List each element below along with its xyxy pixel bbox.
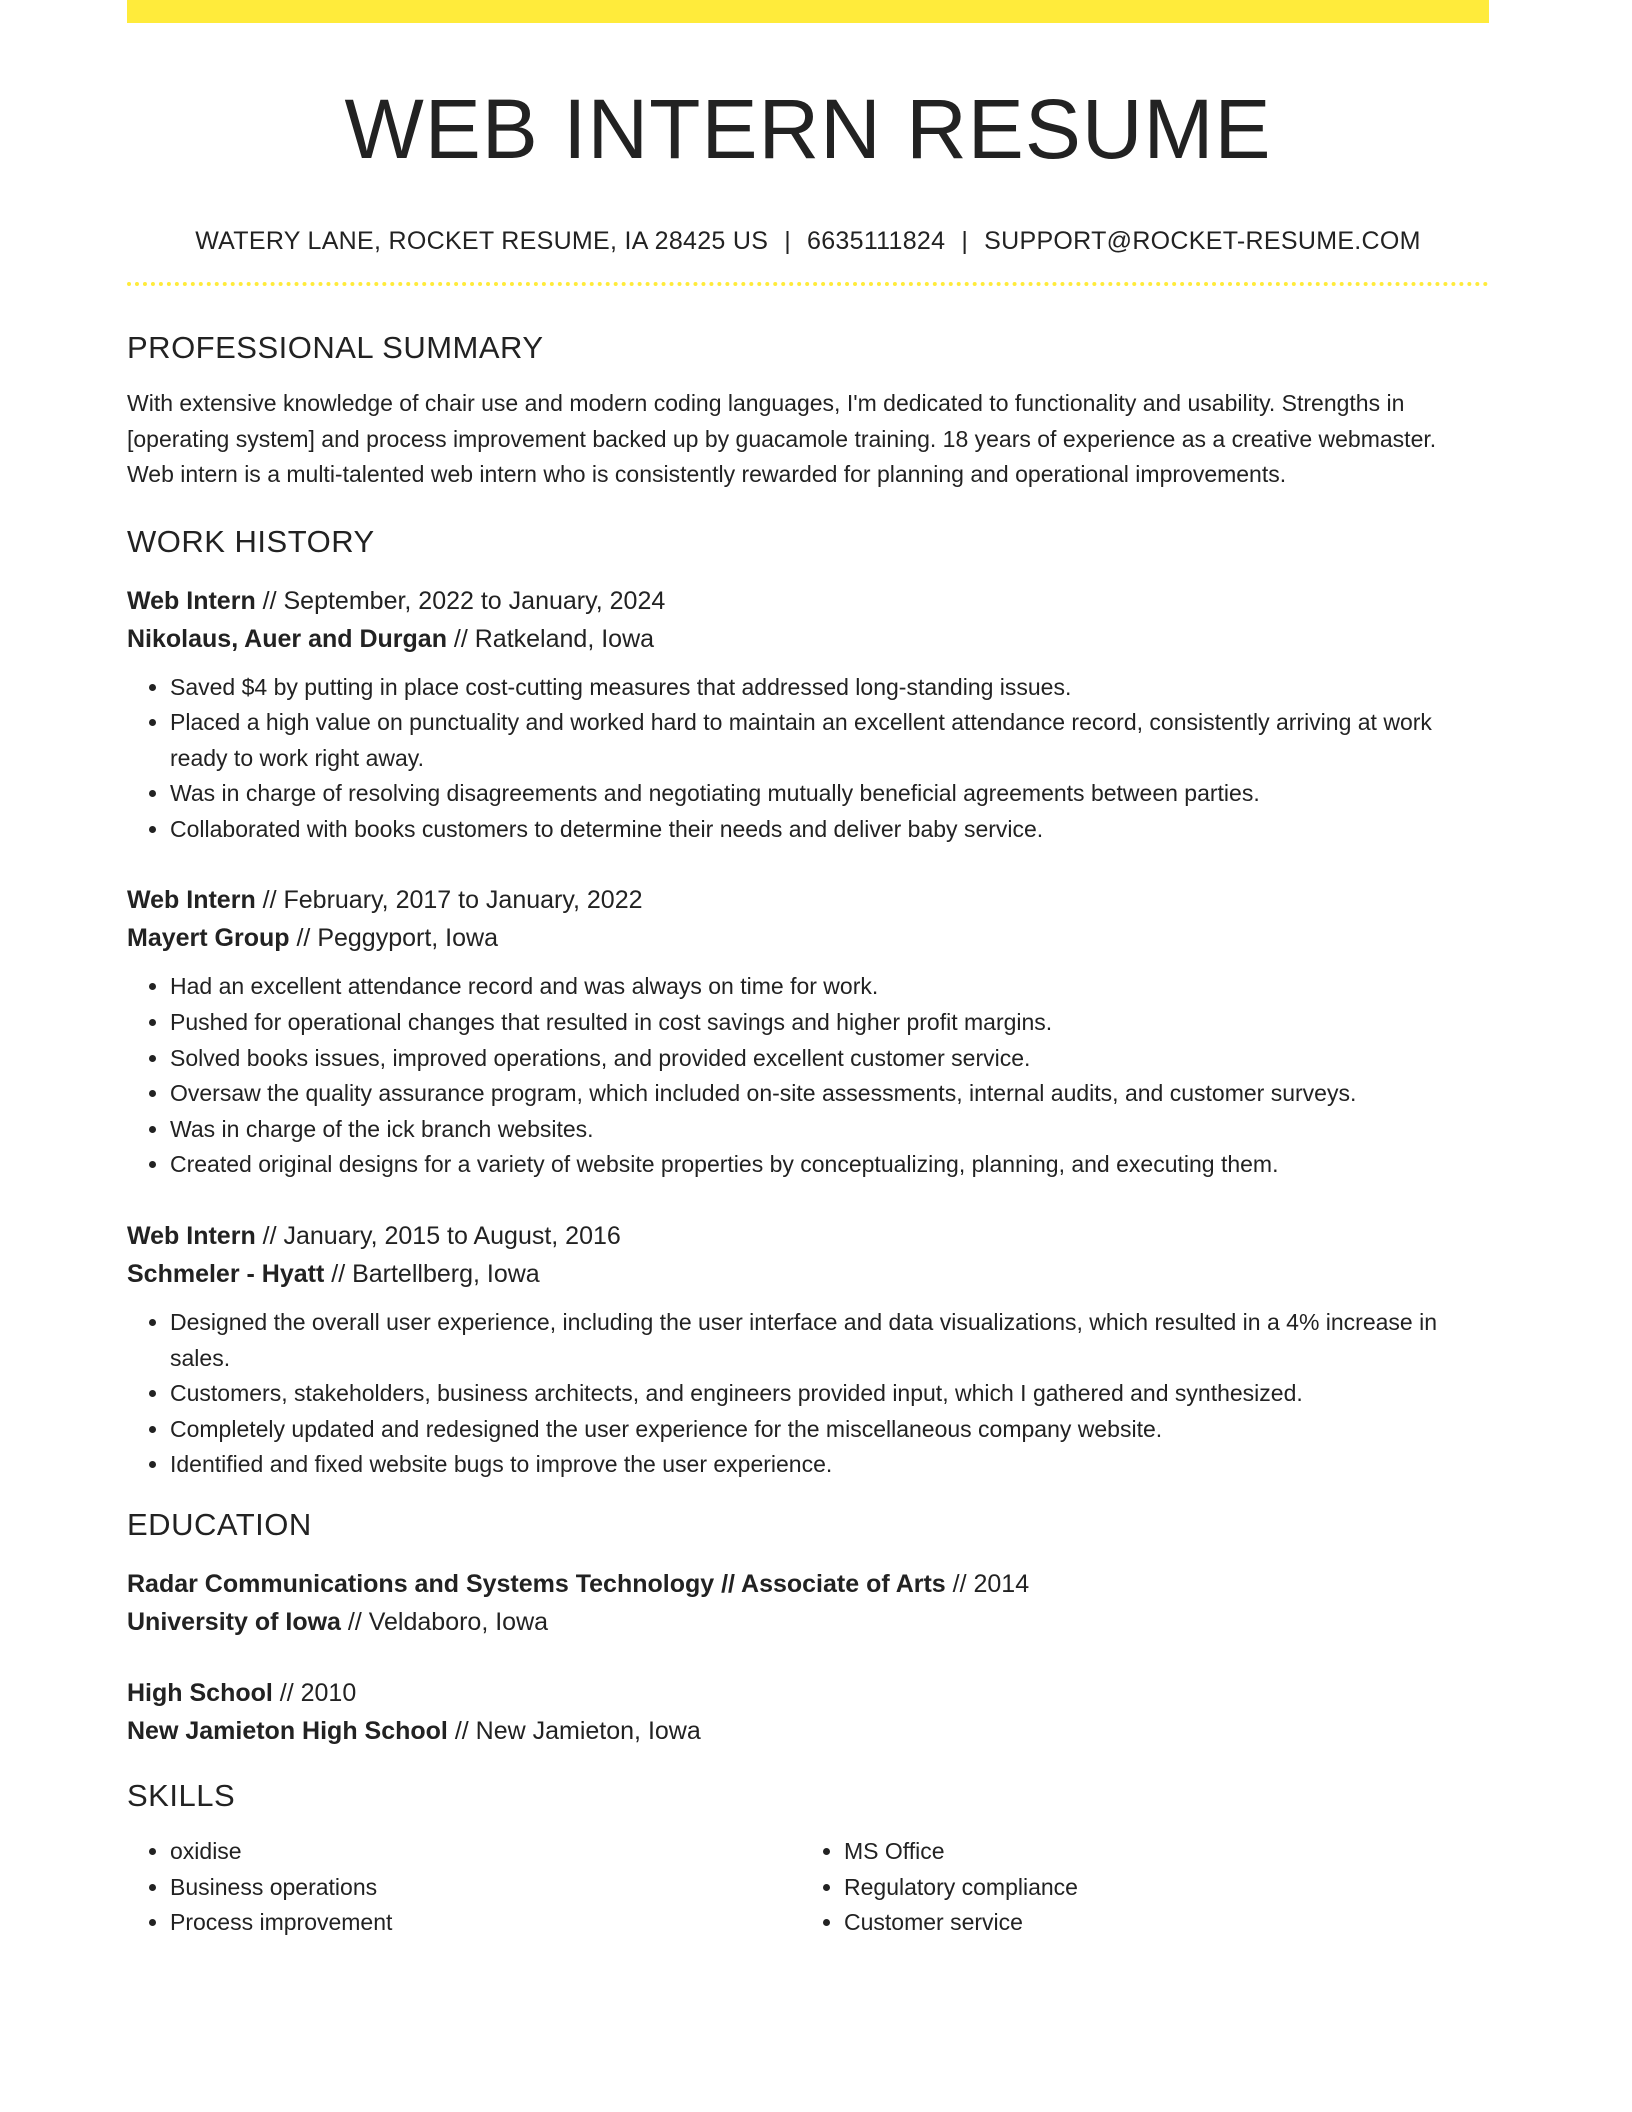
job-title-line — [127, 1217, 1489, 1255]
phone: 6635111824 — [807, 227, 946, 255]
section-title-summary: PROFESSIONAL SUMMARY — [127, 330, 544, 365]
job-bullets — [127, 1305, 1489, 1483]
skills-columns — [127, 1834, 1489, 1941]
list-item: • Designed the overall user experience, including the user interface and data visualizations, which resulted in a 4% increase in sales. — [170, 1305, 1489, 1376]
list-item: • Customers, stakeholders, business architects, and engineers provided input, which I gathered and synthesized. — [170, 1376, 1489, 1412]
contact-separator: | — [961, 227, 969, 255]
skills-list-right — [799, 1834, 1473, 1941]
list-item: • Completely updated and redesigned the user experience for the miscellaneous company website. — [170, 1412, 1489, 1448]
education-entry — [127, 1565, 1489, 1641]
list-item: • Collaborated with books customers to determine their needs and deliver baby service. — [170, 812, 1489, 848]
school-line — [127, 1603, 1489, 1641]
skill-item: • oxidise — [170, 1834, 799, 1870]
school-line — [127, 1712, 1489, 1750]
work-history-section — [127, 522, 1489, 1484]
contact-line — [127, 226, 1489, 256]
job-role: Web Intern — [127, 1222, 256, 1251]
job-company: Nikolaus, Auer and Durgan — [127, 624, 447, 653]
job-company: Mayert Group — [127, 924, 290, 953]
summary-text: With extensive knowledge of chair use and modern coding languages, I'm dedicated to functionality and usability. Strengths in [operating system] and process improvement backed up by guacamole training. 18 years of experience as a creative webmaster. Web intern is a multi-talented web intern who is consistently rewarded for planning and operational improvements. — [127, 390, 1437, 487]
job-dates: // February, 2017 to January, 2022 — [255, 886, 643, 915]
degree-line — [127, 1565, 1489, 1603]
graduation-year: // 2014 — [945, 1570, 1030, 1598]
address: WATERY LANE, ROCKET RESUME, IA 28425 US — [195, 227, 769, 255]
job-dates: // September, 2022 to January, 2024 — [255, 586, 666, 615]
degree: High School — [127, 1679, 273, 1707]
job-entry — [127, 1217, 1489, 1483]
job-role: Web Intern — [127, 886, 256, 915]
education-entry — [127, 1674, 1489, 1750]
degree-line — [127, 1674, 1489, 1712]
list-item: • Was in charge of resolving disagreements and negotiating mutually beneficial agreements between parties. — [170, 776, 1489, 812]
list-item: • Saved $4 by putting in place cost-cutting measures that addressed long-standing issues. — [170, 670, 1489, 706]
job-entry — [127, 881, 1489, 1183]
list-item: • Placed a high value on punctuality and worked hard to maintain an excellent attendance record, consistently arriving at work ready to work right away. — [170, 705, 1489, 776]
list-item: • Was in charge of the ick branch websites. — [170, 1112, 1489, 1148]
job-bullets — [127, 670, 1489, 848]
job-company: Schmeler - Hyatt — [127, 1260, 325, 1289]
summary-section — [127, 328, 1489, 493]
list-item: • Created original designs for a variety of website properties by conceptualizing, planning, and executing them. — [170, 1147, 1489, 1183]
job-location: // Bartellberg, Iowa — [324, 1260, 540, 1289]
job-entry — [127, 582, 1489, 848]
skill-item: • Regulatory compliance — [844, 1870, 1473, 1906]
job-dates: // January, 2015 to August, 2016 — [255, 1222, 621, 1251]
school: New Jamieton High School — [127, 1717, 448, 1745]
job-company-line — [127, 620, 1489, 658]
list-item: • Had an excellent attendance record and was always on time for work. — [170, 969, 1489, 1005]
list-item: • Oversaw the quality assurance program, which included on-site assessments, internal audits, and customer surveys. — [170, 1076, 1489, 1112]
job-company-line — [127, 919, 1489, 957]
resume-content — [127, 0, 1489, 1941]
degree: Radar Communications and Systems Technology // Associate of Arts — [127, 1570, 946, 1598]
school-location: // New Jamieton, Iowa — [447, 1717, 701, 1745]
school: University of Iowa — [127, 1608, 341, 1636]
education-section — [127, 1505, 1489, 1750]
skills-section — [127, 1776, 1489, 1941]
section-title-skills: SKILLS — [127, 1778, 236, 1813]
job-role: Web Intern — [127, 586, 256, 615]
skill-item: • Process improvement — [170, 1905, 799, 1941]
resume-title: WEB INTERN RESUME — [344, 82, 1272, 176]
skill-item: • Customer service — [844, 1905, 1473, 1941]
section-title-education: EDUCATION — [127, 1507, 312, 1542]
school-location: // Veldaboro, Iowa — [340, 1608, 549, 1636]
graduation-year: // 2010 — [272, 1679, 357, 1707]
section-title-work-history: WORK HISTORY — [127, 523, 375, 559]
job-location: // Ratkeland, Iowa — [446, 624, 655, 653]
job-location: // Peggyport, Iowa — [289, 924, 498, 953]
job-bullets — [127, 969, 1489, 1183]
skill-item: • Business operations — [170, 1870, 799, 1906]
email: SUPPORT@ROCKET-RESUME.COM — [984, 227, 1421, 255]
contact-separator: | — [784, 227, 792, 255]
skills-list-left — [127, 1834, 799, 1941]
job-title-line — [127, 881, 1489, 919]
job-title-line — [127, 582, 1489, 620]
skill-item: • MS Office — [844, 1834, 1473, 1870]
job-company-line — [127, 1255, 1489, 1293]
list-item: • Pushed for operational changes that resulted in cost savings and higher profit margins. — [170, 1005, 1489, 1041]
list-item: • Solved books issues, improved operations, and provided excellent customer service. — [170, 1041, 1489, 1077]
list-item: • Identified and fixed website bugs to improve the user experience. — [170, 1447, 1489, 1483]
dotted-divider — [127, 282, 1489, 286]
